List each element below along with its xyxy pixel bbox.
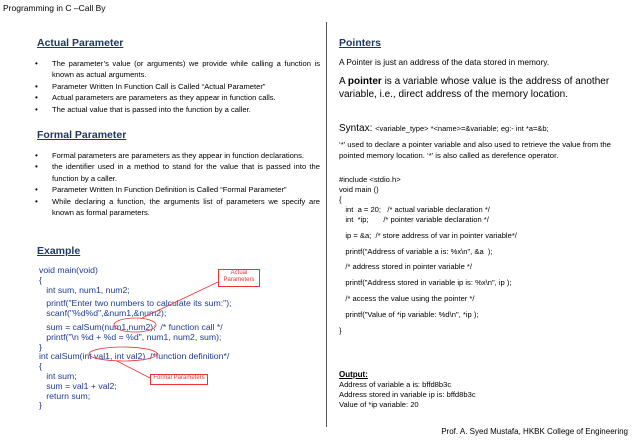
code-line: } — [339, 325, 342, 335]
actual-parameters-label: Actual Parameters — [218, 269, 260, 287]
output-line: Address of variable a is: bffd8b3c — [339, 380, 452, 389]
formal-param-circle — [89, 347, 157, 361]
code-line: } — [39, 341, 42, 352]
pointers-heading: Pointers — [339, 37, 382, 49]
code-line: printf("Address stored in variable ip is: %x\n", ip ); — [339, 278, 512, 288]
actual-arrow — [142, 282, 218, 318]
code-line: printf("Address of variable a is: %x\n", &a ); — [339, 246, 493, 256]
page-footer: Prof. A. Syed Mustafa, HKBK College of Engineering — [441, 427, 628, 436]
code-line: scanf("%d%d",&num1,&num2); — [39, 308, 167, 319]
code-line: void main () — [339, 185, 379, 194]
pointer-code-block — [339, 175, 631, 336]
dereference-note: ‘*’ used to declare a pointer variable and also used to retrieve the value from the pointed memory location. ‘*’ is also called as derefence operator. — [339, 140, 611, 160]
list-item: • Parameter Written In Function Call is Called “Actual Parameter” — [22, 81, 320, 92]
annotation-overlay — [22, 22, 326, 427]
example-heading: Example — [37, 245, 81, 257]
list-item: • Actual parameters are parameters as they appear in function calls. — [22, 92, 320, 103]
list-item: • The parameter’s value (or arguments) we provide while calling a function is known as actual arguments. — [22, 58, 320, 81]
definition-text-b: is a variable whose value is the address of another variable, i.e., direct address of the memory location. — [339, 76, 610, 100]
code-line: { — [339, 195, 342, 204]
code-line: int sum; — [39, 370, 77, 381]
output-line: Address stored in variable ip is: bffd8b3c — [339, 390, 476, 399]
left-column — [22, 22, 327, 427]
code-line: int sum, num1, num2; — [39, 284, 130, 295]
output-block — [339, 380, 631, 410]
code-line: printf("\n %d + %d = %d", num1, num2, sum); — [39, 331, 222, 342]
code-line: } — [39, 400, 42, 411]
pointer-definition — [339, 76, 629, 101]
output-line: Value of *ip variable: 20 — [339, 400, 419, 409]
syntax-line — [339, 123, 631, 134]
code-line: ip = &a; /* store address of var in pointer variable*/ — [339, 230, 517, 240]
code-line: /* access the value using the pointer */ — [339, 293, 475, 303]
list-item: • Formal parameters are parameters as they appear in function declarations. — [22, 150, 320, 161]
definition-text-a: A — [339, 76, 348, 87]
list-item: • The actual value that is passed into the function by a caller. — [22, 104, 320, 115]
list-item: • While declaring a function, the arguments list of parameters we specify are known as formal parameters. — [22, 196, 320, 219]
syntax-value: <variable_type> *<name>=&variable; eg:- int *a=&b; — [375, 124, 549, 133]
code-line: return sum; — [39, 390, 91, 401]
code-line: /* address stored in pointer variable */ — [339, 262, 472, 272]
code-line: #include <stdio.h> — [339, 175, 401, 184]
page-header: Programming in C –Call By — [3, 3, 106, 13]
code-line: int *ip; /* pointer variable declaration */ — [339, 215, 489, 224]
formal-parameter-heading: Formal Parameter — [37, 129, 127, 141]
formal-parameters-label: Formal Parameters — [150, 374, 208, 385]
code-line: printf("Value of *ip variable: %d\n", *ip ); — [339, 309, 479, 319]
pointer-intro: A Pointer is just an address of the data stored in memory. — [339, 57, 550, 67]
formal-arrow — [117, 361, 150, 378]
output-heading: Output: — [339, 370, 368, 379]
code-line: { — [39, 274, 42, 285]
actual-parameter-heading: Actual Parameter — [37, 37, 124, 49]
definition-bold: pointer — [347, 76, 382, 87]
code-line: int a = 20; /* actual variable declaration */ — [339, 205, 490, 214]
syntax-label: Syntax: — [339, 123, 376, 134]
code-line: int calSum(int val1, int val2) /*function definition*/ — [39, 351, 230, 362]
list-item: • the identifier used in a method to stand for the value that is passed into the function by a caller. — [22, 161, 320, 184]
code-line: void main(void) — [39, 265, 98, 275]
actual-param-circle — [114, 318, 156, 332]
list-item: • Parameter Written In Function Definition is Called “Formal Parameter” — [22, 184, 320, 195]
code-line: sum = val1 + val2; — [39, 380, 117, 391]
code-line: { — [39, 361, 42, 372]
code-line: printf("Enter two numbers to calculate its sum:"); — [39, 298, 232, 309]
code-line: sum = calSum(num1,num2); /* function call */ — [39, 321, 223, 332]
